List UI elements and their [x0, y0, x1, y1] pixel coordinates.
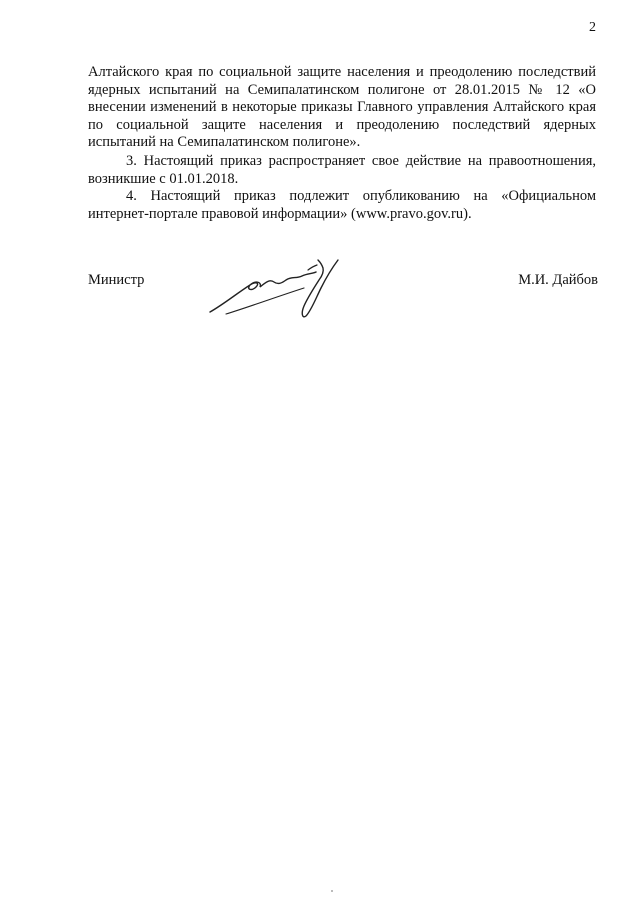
signer-name: М.И. Дайбов: [518, 272, 598, 288]
handwritten-signature: [206, 252, 356, 324]
paragraph-continuation: Алтайского края по социальной защите населения и преодолению последствий ядерных испытаний на Семипалатинском полигоне от 28.01.2015 № 12 «О внесении изменений в некоторые приказы Главного управления Алтайского края по социальной защите населения и преодолению последствий ядерных испытаний на Семипалатинском полигоне».: [88, 64, 596, 150]
scan-speck: [331, 890, 333, 892]
signature-block: [88, 270, 598, 330]
paragraph-item-4: 4. Настоящий приказ подлежит опубликованию на «Официальном интернет-портале правовой информации» (www.pravo.gov.ru).: [88, 188, 596, 222]
page-number: 2: [589, 20, 596, 35]
paragraph-item-3: 3. Настоящий приказ распространяет свое действие на правоотношения, возникшие с 01.01.2018.: [88, 153, 596, 187]
signer-title: Министр: [88, 272, 145, 288]
